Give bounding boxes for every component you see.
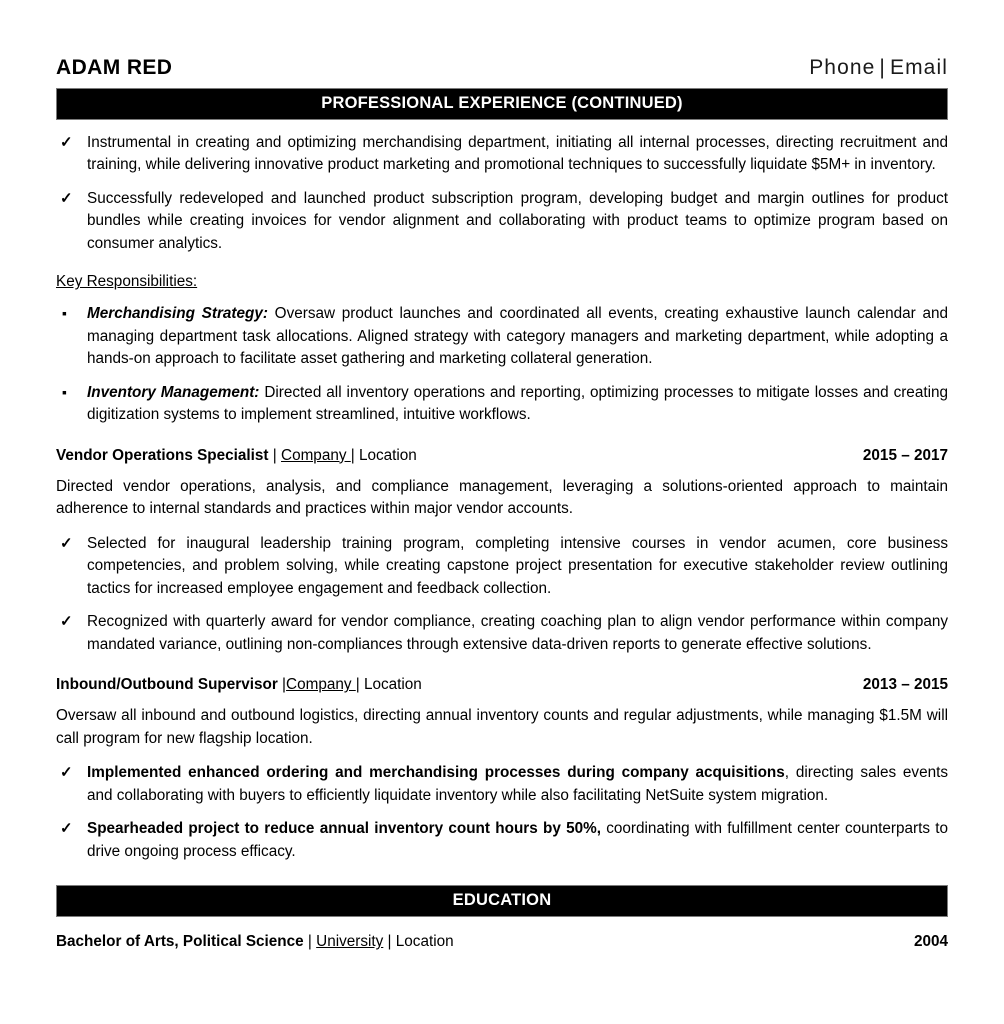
section-header-education: EDUCATION bbox=[56, 885, 948, 917]
education-year: 2004 bbox=[913, 933, 948, 951]
education-location: Location bbox=[395, 933, 454, 951]
job-heading-left bbox=[56, 447, 417, 465]
job-dates: 2013 – 2015 bbox=[862, 676, 948, 694]
job-title: Vendor Operations Specialist bbox=[56, 446, 269, 464]
education-school: University bbox=[316, 933, 384, 951]
job-heading bbox=[56, 447, 948, 465]
list-item bbox=[56, 611, 948, 656]
list-item bbox=[56, 188, 948, 255]
bullet-text: Successfully redeveloped and launched product subscription program, developing budget and margin outlines for product bundles while creating invoices for vendor alignment and collaborating with product teams to optimize program based on consumer analytics. bbox=[87, 189, 948, 252]
bullet-lead: Implemented enhanced ordering and merchandising processes during company acquisitions bbox=[87, 764, 785, 782]
experience-top-bullet-list bbox=[56, 132, 948, 255]
job-summary: Directed vendor operations, analysis, and compliance management, leveraging a solutions-oriented approach to maintain adherence to internal standards and practices within major vendor accounts. bbox=[56, 477, 948, 518]
job-bullet-list bbox=[56, 762, 948, 863]
job-location: Location bbox=[358, 446, 417, 464]
job-company: Company bbox=[286, 676, 356, 694]
contact-separator: | bbox=[879, 56, 886, 79]
job-company: Company bbox=[281, 446, 351, 464]
contact-info bbox=[809, 57, 948, 78]
responsibility-text: Directed all inventory operations and reporting, optimizing processes to mitigate losses and creating digitization systems to implement streamlined, intuitive workflows. bbox=[87, 383, 948, 424]
education-separator: | bbox=[303, 933, 317, 951]
job-separator: | bbox=[277, 676, 287, 694]
key-responsibilities-label: Key Responsibilities: bbox=[56, 273, 198, 291]
resume-header bbox=[56, 0, 948, 78]
section-header-professional-experience: PROFESSIONAL EXPERIENCE (CONTINUED) bbox=[56, 88, 948, 120]
list-item bbox=[56, 303, 948, 370]
education-separator: | bbox=[383, 933, 396, 951]
responsibility-label: Inventory Management: bbox=[87, 383, 260, 401]
job-separator: | bbox=[268, 446, 282, 464]
education-left bbox=[56, 933, 454, 951]
job-title: Inbound/Outbound Supervisor bbox=[56, 676, 278, 694]
job-bullet-list bbox=[56, 533, 948, 656]
bullet-text: Recognized with quarterly award for vendor compliance, creating coaching plan to align vendor performance within company mandated variance, outlining non-compliances through extensive data-driven reports to generate effective solutions. bbox=[87, 613, 948, 653]
candidate-name: ADAM RED bbox=[56, 56, 173, 79]
education-entry bbox=[56, 933, 948, 951]
responsibility-text: Oversaw product launches and coordinated all events, creating exhaustive launch calendar and managing department task allocations. Aligned strategy with category managers and marketing department, while adopting a hands-on approach to facilitate asset gathering and marketing collateral generation. bbox=[87, 305, 948, 368]
list-item bbox=[56, 132, 948, 177]
key-responsibilities-block bbox=[56, 255, 948, 426]
bullet-text: , directing sales events and collaborating with buyers to efficiently liquidate inventory while also facilitating NetSuite system migration. bbox=[87, 764, 948, 804]
job-separator: | bbox=[355, 676, 364, 694]
bullet-text: Selected for inaugural leadership training program, completing intensive courses in vendor acumen, core business competencies, and problem solving, while creating capstone project presentation for executive stakeholder review outlining tactics for increased employee engagement and feedback collection. bbox=[87, 534, 948, 597]
list-item bbox=[56, 818, 948, 863]
job-heading bbox=[56, 676, 948, 694]
job-heading-left bbox=[56, 676, 422, 694]
bullet-lead: Spearheaded project to reduce annual inventory count hours by 50%, bbox=[87, 820, 601, 838]
contact-phone: Phone bbox=[809, 56, 876, 79]
bullet-text: Instrumental in creating and optimizing merchandising department, initiating all internal processes, directing recruitment and training, while delivering innovative product marketing and promotional techniques to successfully liquidate $5M+ in inventory. bbox=[87, 133, 948, 174]
list-item bbox=[56, 382, 948, 427]
job-entry-inbound-outbound-supervisor bbox=[56, 676, 948, 863]
list-item bbox=[56, 762, 948, 807]
key-responsibilities-list bbox=[56, 303, 948, 426]
job-summary: Oversaw all inbound and outbound logistics, directing annual inventory counts and regular adjustments, while managing $1.5M will call program for new flagship location. bbox=[56, 707, 948, 747]
responsibility-label: Merchandising Strategy: bbox=[87, 305, 268, 323]
job-location: Location bbox=[363, 676, 422, 694]
job-separator: | bbox=[350, 446, 359, 464]
job-dates: 2015 – 2017 bbox=[862, 446, 948, 464]
bullet-text: coordinating with fulfillment center counterparts to drive ongoing process efficacy. bbox=[87, 820, 948, 860]
contact-email: Email bbox=[889, 56, 948, 79]
job-entry-vendor-operations-specialist bbox=[56, 447, 948, 656]
list-item bbox=[56, 533, 948, 600]
education-degree: Bachelor of Arts, Political Science bbox=[56, 933, 304, 951]
